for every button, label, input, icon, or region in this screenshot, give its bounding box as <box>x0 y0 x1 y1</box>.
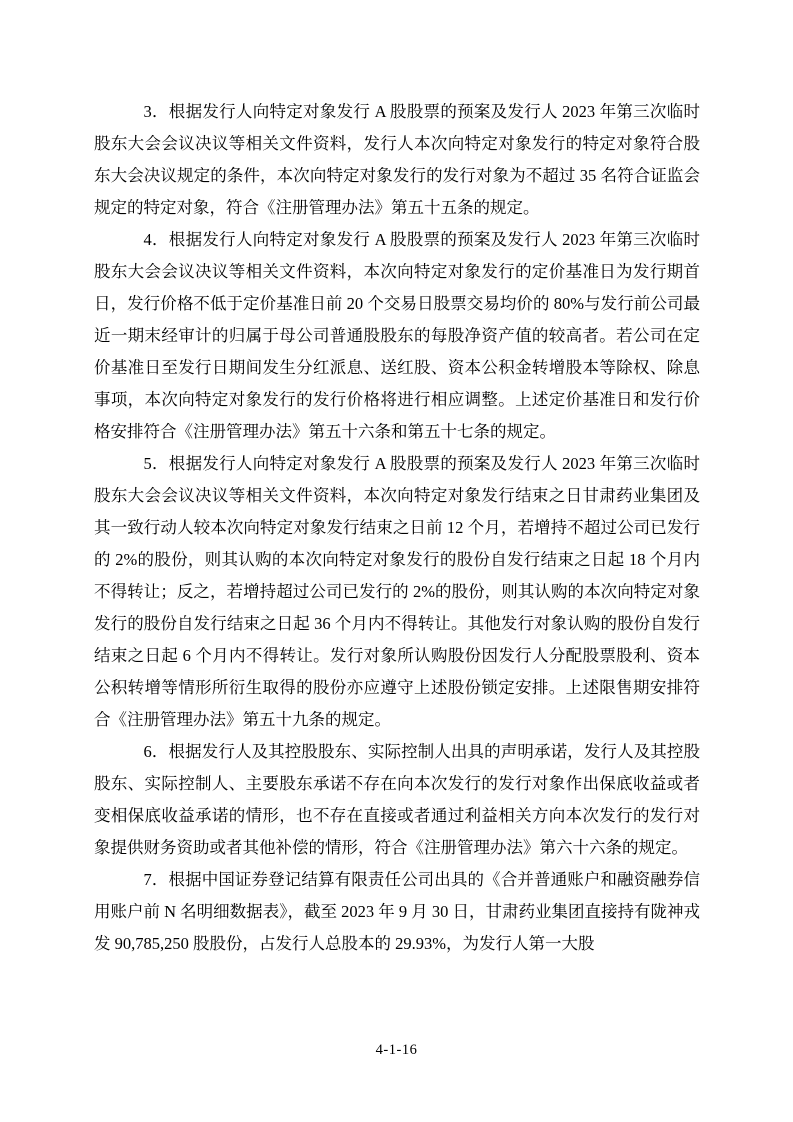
paragraph-3: 3．根据发行人向特定对象发行 A 股股票的预案及发行人 2023 年第三次临时股东大会会议决议等相关文件资料，发行人本次向特定对象发行的特定对象符合股东大会决议规定的条件，本次向特定对象发行的发行对象为不超过 35 名符合证监会规定的特定对象，符合《注册管理办法》第五十五条的规定。 <box>94 102 700 217</box>
paragraph-6: 6．根据发行人及其控股股东、实际控制人出具的声明承诺，发行人及其控股股东、实际控制人、主要股东承诺不存在向本次发行的发行对象作出保底收益或者变相保底收益承诺的情形，也不存在直接或者通过利益相关方向本次发行的发行对象提供财务资助或者其他补偿的情形，符合《注册管理办法》第六十六条的规定。 <box>94 742 700 857</box>
document-body <box>94 96 700 960</box>
paragraph-5: 5．根据发行人向特定对象发行 A 股股票的预案及发行人 2023 年第三次临时股东大会会议决议等相关文件资料，本次向特定对象发行结束之日甘肃药业集团及其一致行动人较本次向特定对象发行结束之日前 12 个月，若增持不超过公司已发行的 2%的股份，则其认购的本次向特定对象发行的股份自发行结束之日起 18 个月内不得转让；反之，若增持超过公司已发行的 2%的股份，则其认购的本次向特定对象发行的股份自发行结束之日起 36 个月内不得转让。其他发行对象认购的股份自发行结束之日起 6 个月内不得转让。发行对象所认购股份因发行人分配股票股利、资本公积转增等情形所衍生取得的股份亦应遵守上述股份锁定安排。上述限售期安排符合《注册管理办法》第五十九条的规定。 <box>94 454 700 729</box>
paragraph-7: 7．根据中国证券登记结算有限责任公司出具的《合并普通账户和融资融券信用账户前 N 名明细数据表》，截至 2023 年 9 月 30 日，甘肃药业集团直接持有陇神戎发 90,785,250 股股份，占发行人总股本的 29.93%，为发行人第一大股 <box>94 870 700 953</box>
page-footer <box>0 1040 793 1060</box>
paragraph-4: 4．根据发行人向特定对象发行 A 股股票的预案及发行人 2023 年第三次临时股东大会会议决议等相关文件资料，本次向特定对象发行的定价基准日为发行期首日，发行价格不低于定价基准日前 20 个交易日股票交易均价的 80%与发行前公司最近一期末经审计的归属于母公司普通股股东的每股净资产值的较高者。若公司在定价基准日至发行日期间发生分红派息、送红股、资本公积金转增股本等除权、除息事项，本次向特定对象发行的发行价格将进行相应调整。上述定价基准日和发行价格安排符合《注册管理办法》第五十六条和第五十七条的规定。 <box>94 230 700 441</box>
page-number: 4-1-16 <box>375 1042 418 1058</box>
